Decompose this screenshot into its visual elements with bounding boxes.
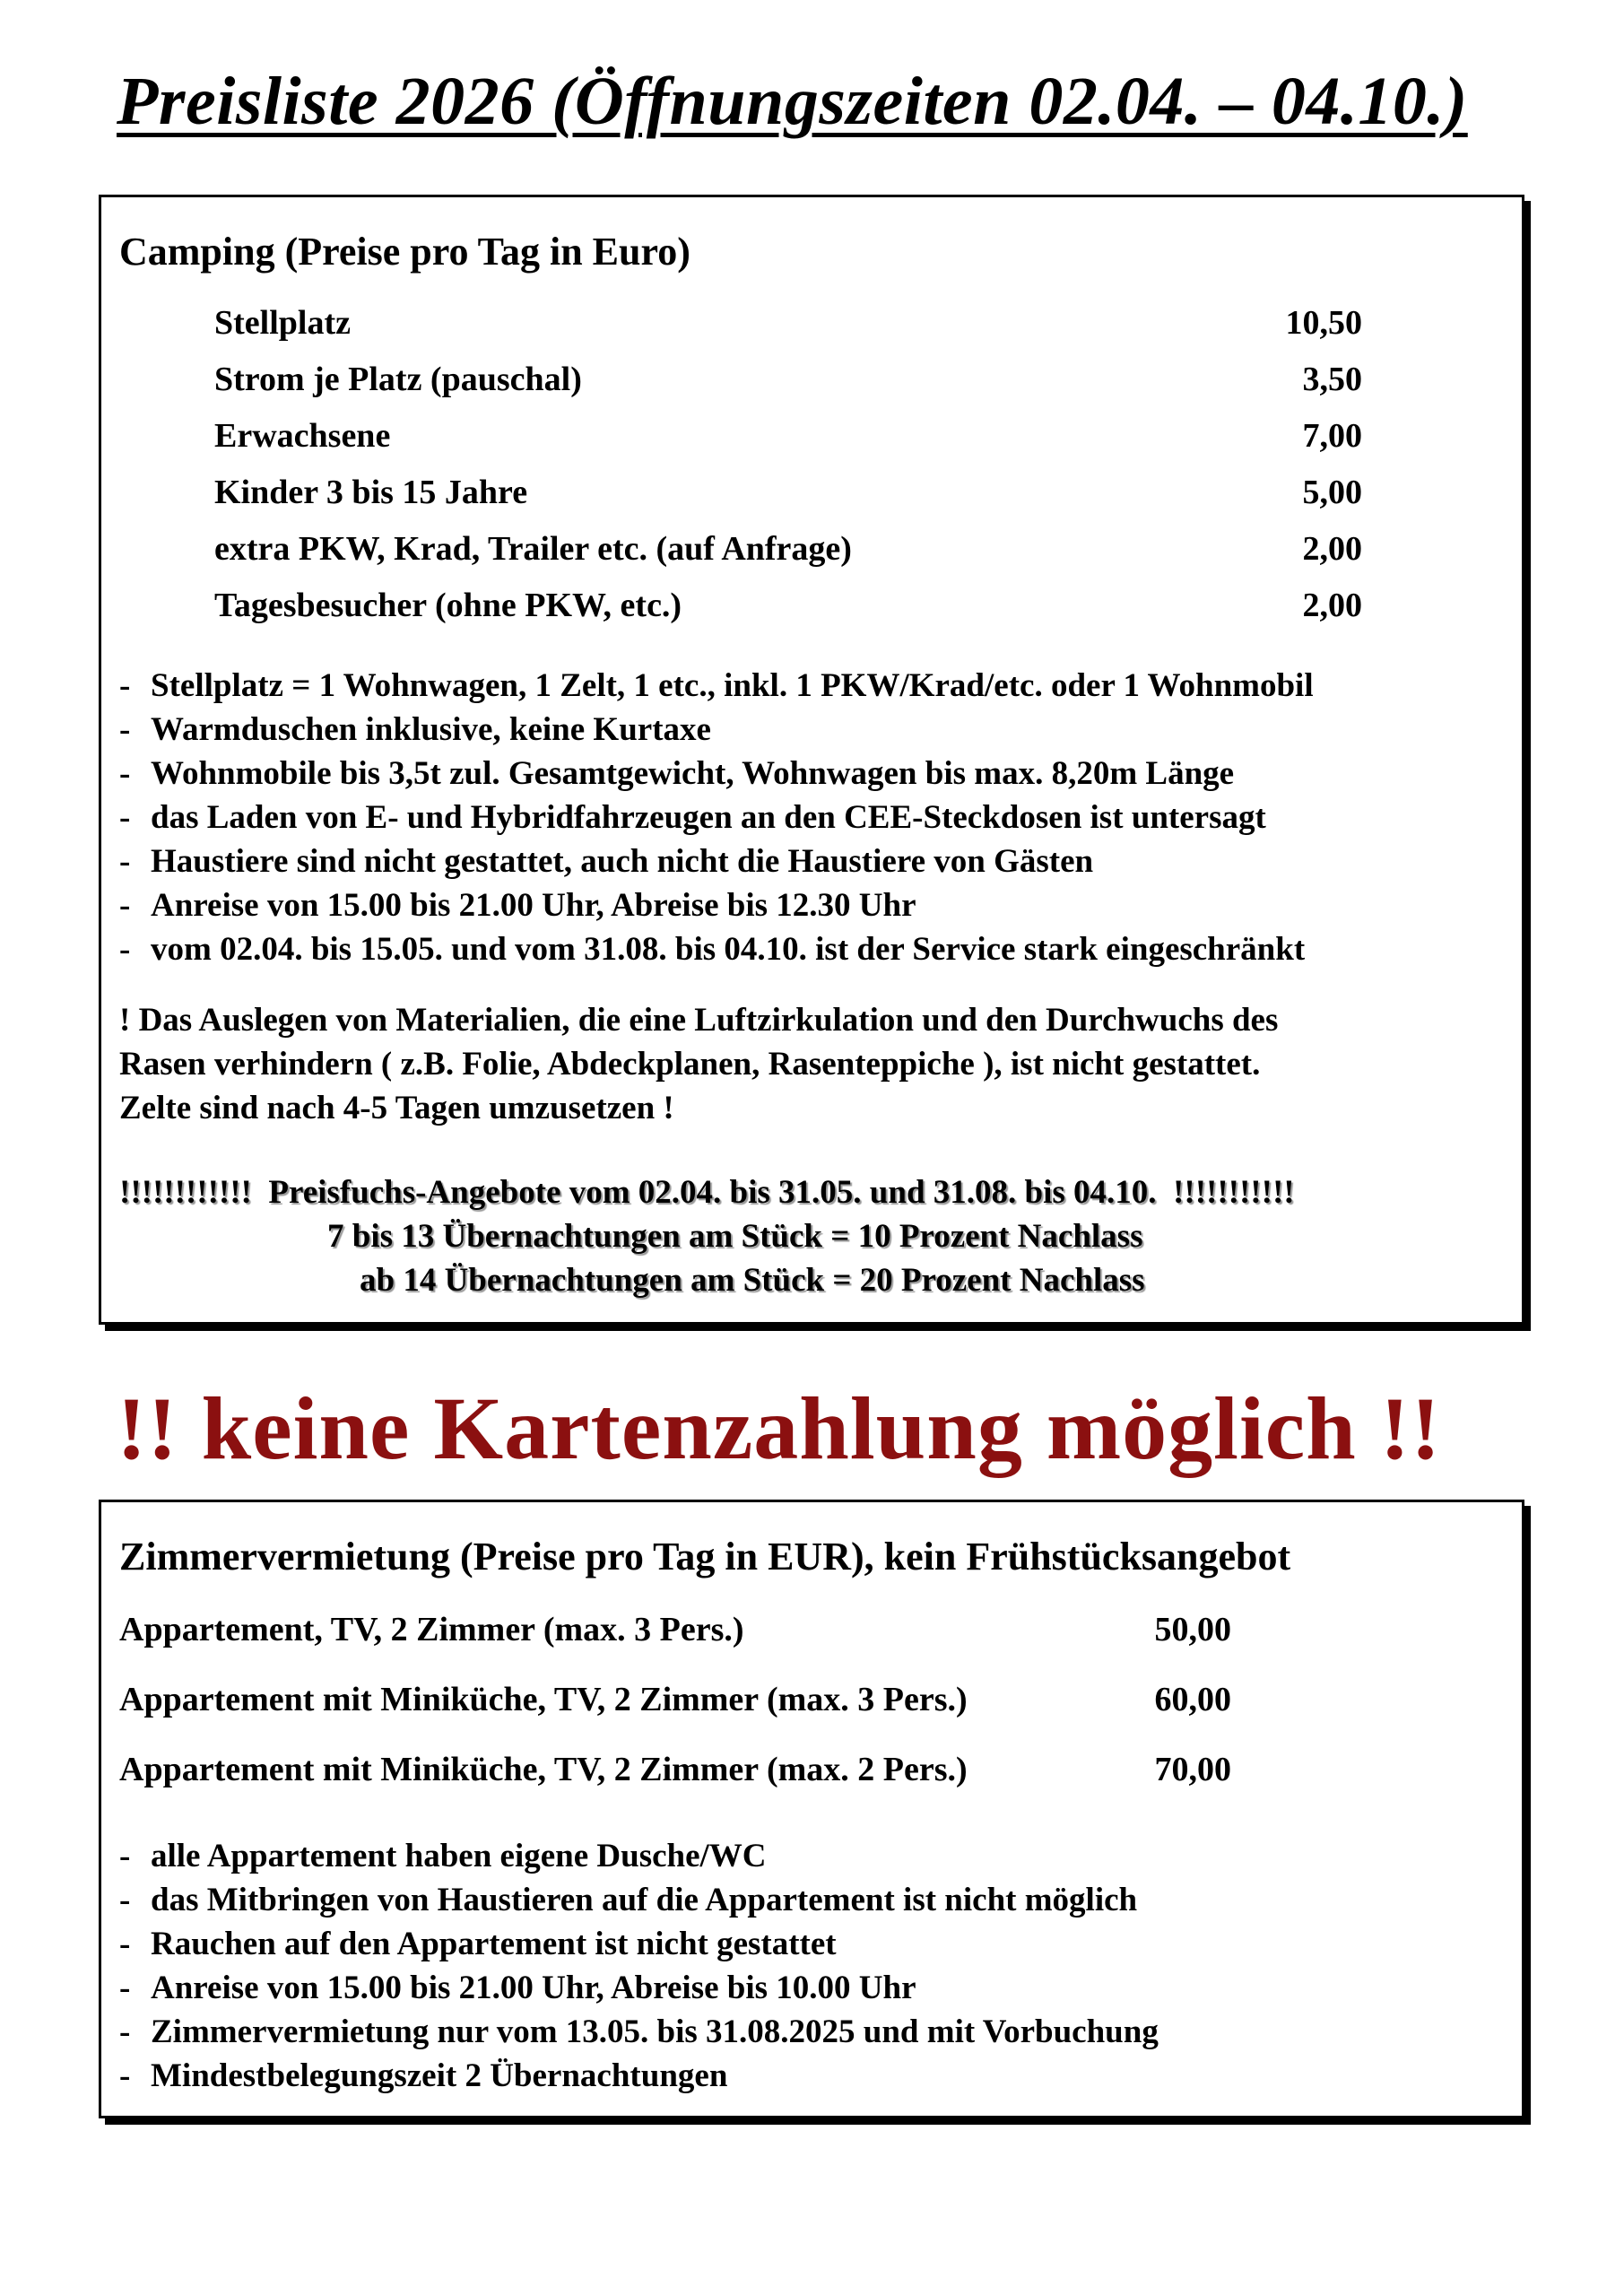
price-value: 10,50	[1285, 304, 1362, 342]
offer-line: 7 bis 13 Übernachtungen am Stück = 10 Prozent Nachlass	[327, 1218, 1143, 1255]
price-row	[214, 360, 1362, 413]
room-price-row	[119, 1680, 1231, 1734]
price-label: Erwachsene	[214, 417, 391, 455]
list-item: - Rauchen auf den Appartement ist nicht gestattet	[119, 1926, 837, 1962]
warning-line: Zelte sind nach 4-5 Tagen umzusetzen !	[119, 1090, 674, 1126]
price-value: 7,00	[1302, 417, 1362, 455]
price-label: Stellplatz	[214, 304, 351, 342]
price-value: 60,00	[1154, 1681, 1231, 1718]
list-item: - Mindestbelegungszeit 2 Übernachtungen	[119, 2057, 728, 2094]
rooms-notes	[119, 1834, 1159, 2098]
rooms-heading: Zimmervermietung (Preise pro Tag in EUR), kein Frühstücksangebot	[119, 1535, 1291, 1578]
list-item: - Anreise von 15.00 bis 21.00 Uhr, Abreise bis 12.30 Uhr	[119, 887, 916, 924]
list-item: - vom 02.04. bis 15.05. und vom 31.08. bis 04.10. ist der Service stark eingeschränkt	[119, 931, 1306, 968]
price-value: 5,00	[1302, 474, 1362, 511]
list-item: - Wohnmobile bis 3,5t zul. Gesamtgewicht, Wohnwagen bis max. 8,20m Länge	[119, 755, 1235, 792]
price-label: Tagesbesucher (ohne PKW, etc.)	[214, 587, 682, 624]
price-row	[214, 473, 1362, 526]
price-label: Appartement, TV, 2 Zimmer (max. 3 Pers.)	[119, 1611, 744, 1648]
offer-line: ab 14 Übernachtungen am Stück = 20 Prozent Nachlass	[360, 1262, 1145, 1299]
warning-line: Rasen verhindern ( z.B. Folie, Abdeckplanen, Rasenteppiche ), ist nicht gestattet.	[119, 1046, 1261, 1083]
list-item: - Zimmervermietung nur vom 13.05. bis 31.08.2025 und mit Vorbuchung	[119, 2013, 1159, 2050]
price-row	[214, 303, 1362, 357]
camping-notes	[119, 664, 1314, 971]
list-item: - Warmduschen inklusive, keine Kurtaxe	[119, 711, 711, 748]
list-item: - alle Appartement haben eigene Dusche/WC	[119, 1838, 767, 1874]
price-value: 2,00	[1302, 587, 1362, 624]
price-value: 2,00	[1302, 530, 1362, 568]
camping-warning	[119, 998, 1278, 1130]
list-item: - Anreise von 15.00 bis 21.00 Uhr, Abreise bis 10.00 Uhr	[119, 1970, 916, 2006]
room-price-row	[119, 1610, 1231, 1664]
rooms-section	[99, 1500, 1524, 2118]
list-item: - Stellplatz = 1 Wohnwagen, 1 Zelt, 1 etc., inkl. 1 PKW/Krad/etc. oder 1 Wohnmobil	[119, 667, 1314, 704]
price-value: 70,00	[1154, 1751, 1231, 1788]
price-row	[214, 529, 1362, 583]
price-row	[214, 416, 1362, 470]
price-label: Strom je Platz (pauschal)	[214, 361, 582, 398]
price-label: Appartement mit Miniküche, TV, 2 Zimmer (max. 3 Pers.)	[119, 1681, 968, 1718]
price-value: 50,00	[1154, 1611, 1231, 1648]
price-label: extra PKW, Krad, Trailer etc. (auf Anfrage)	[214, 530, 852, 568]
page-title: Preisliste 2026 (Öffnungszeiten 02.04. – 04.10.)	[117, 64, 1468, 139]
discount-offer	[119, 1170, 1505, 1302]
list-item: - Haustiere sind nicht gestattet, auch nicht die Haustiere von Gästen	[119, 843, 1094, 880]
camping-section	[99, 195, 1524, 1325]
offer-headline: !!!!!!!!!!!! Preisfuchs-Angebote vom 02.04. bis 31.05. und 31.08. bis 04.10. !!!!!!!!!!!	[119, 1174, 1295, 1211]
camping-heading: Camping (Preise pro Tag in Euro)	[119, 230, 690, 274]
list-item: - das Mitbringen von Haustieren auf die Appartement ist nicht möglich	[119, 1882, 1138, 1918]
warning-line: ! Das Auslegen von Materialien, die eine Luftzirkulation und den Durchwuchs des	[119, 1002, 1279, 1039]
price-label: Kinder 3 bis 15 Jahre	[214, 474, 528, 511]
price-label: Appartement mit Miniküche, TV, 2 Zimmer (max. 2 Pers.)	[119, 1751, 968, 1788]
room-price-row	[119, 1750, 1231, 1804]
price-value: 3,50	[1302, 361, 1362, 398]
no-card-payment-alert: !! keine Kartenzahlung möglich !!	[117, 1378, 1442, 1478]
list-item: - das Laden von E- und Hybridfahrzeugen an den CEE-Steckdosen ist untersagt	[119, 799, 1266, 836]
price-row	[214, 586, 1362, 639]
